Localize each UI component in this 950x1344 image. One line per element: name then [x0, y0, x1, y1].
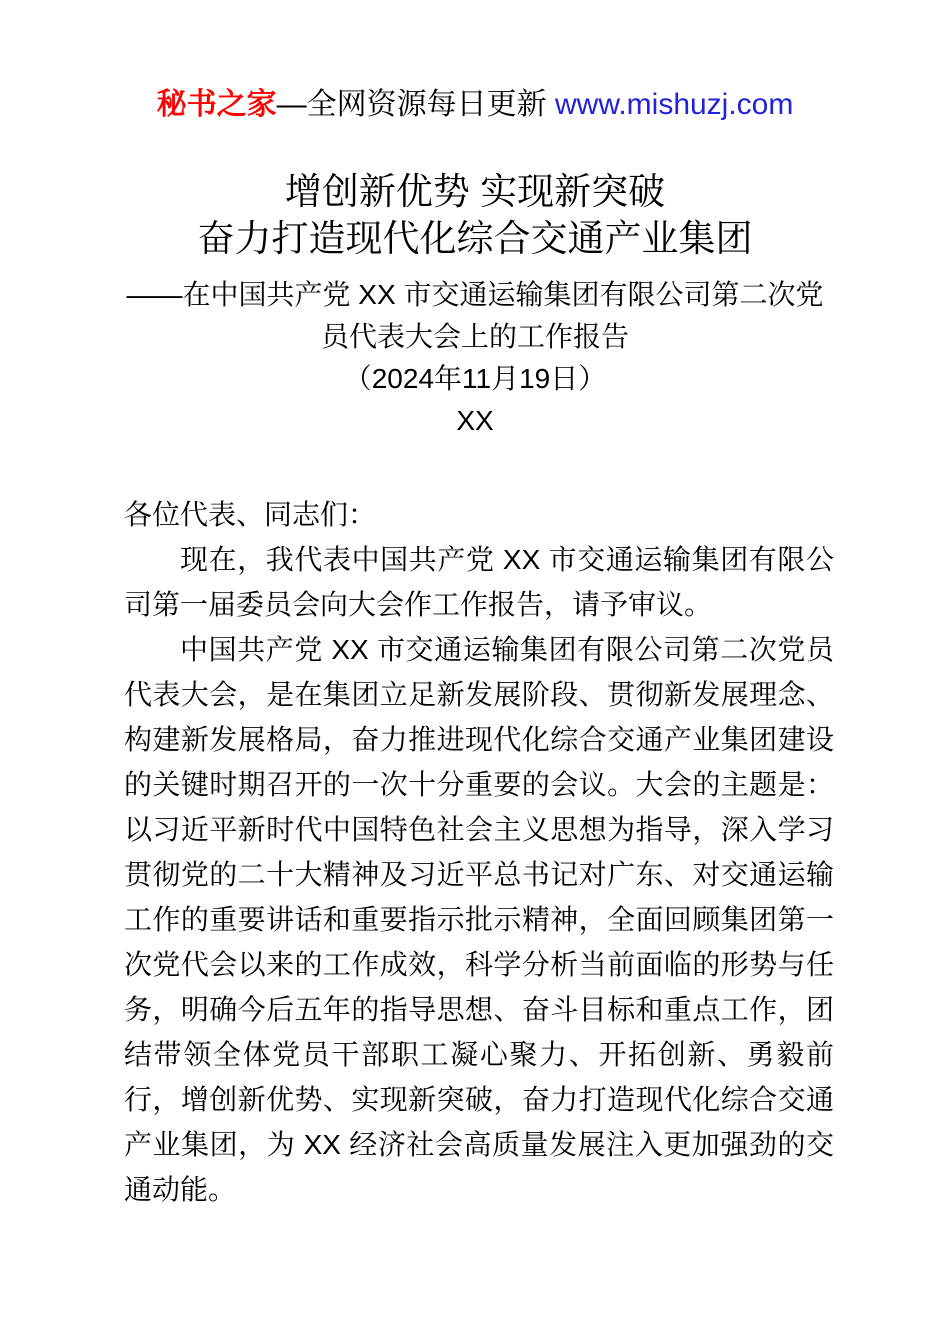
subtitle-line-2: 员代表大会上的工作报告 — [320, 321, 629, 352]
title-line-2: 奋力打造现代化综合交通产业集团 — [197, 218, 753, 259]
site-url-link[interactable]: www.mishuzj.com — [554, 88, 794, 121]
author-line: XX — [456, 405, 494, 436]
site-watermark-line — [0, 0, 950, 122]
date-line: （2024年11月19日） — [343, 363, 607, 394]
document-subtitle-block — [0, 274, 950, 442]
brand-name: 秘书之家 — [156, 88, 277, 121]
body-paragraph-1: 现在，我代表中国共产党 XX 市交通运输集团有限公司第一届委员会向大会作工作报告，请予审议。 — [124, 544, 834, 620]
document-body — [124, 492, 834, 1212]
subtitle-line-1: ——在中国共产党 XX 市交通运输集团有限公司第二次党 — [126, 279, 824, 310]
body-paragraph-2: 中国共产党 XX 市交通运输集团有限公司第二次党员代表大会，是在集团立足新发展阶段、贯彻新发展理念、构建新发展格局，奋力推进现代化综合交通产业集团建设的关键时期召开的一次十分重要的会议。大会的主题是：以习近平新时代中国特色社会主义思想为指导，深入学习贯彻党的二十大精神及习近平总书记对广东、对交通运输工作的重要讲话和重要指示批示精神，全面回顾集团第一次党代会以来的工作成效，科学分析当前面临的形势与任务，明确今后五年的指导思想、奋斗目标和重点工作，团结带领全体党员干部职工凝心聚力、开拓创新、勇毅前行，增创新优势、实现新突破，奋力打造现代化综合交通产业集团，为 XX 经济社会高质量发展注入更加强劲的交通动能。 — [124, 634, 834, 1205]
brand-tagline: —全网资源每日更新 — [276, 88, 555, 121]
salutation-line: 各位代表、同志们： — [124, 499, 377, 530]
title-line-1: 增创新优势 实现新突破 — [284, 171, 666, 212]
document-title — [0, 168, 950, 262]
